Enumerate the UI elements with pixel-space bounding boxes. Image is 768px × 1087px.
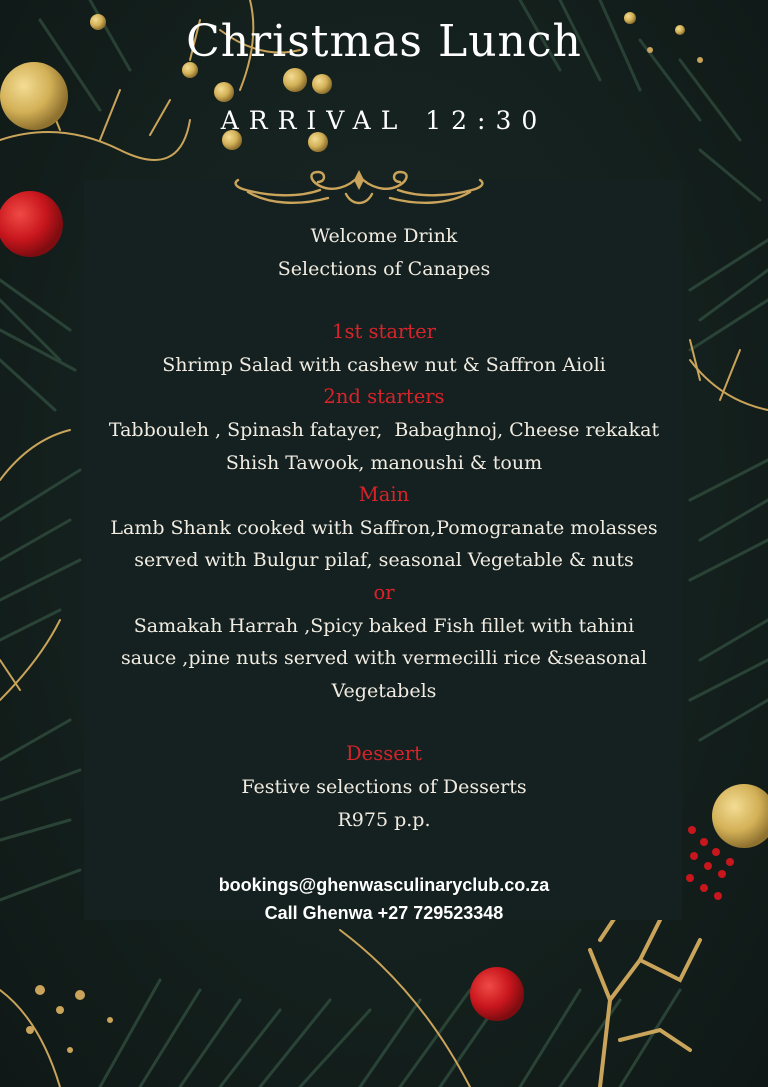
main-option-2-line-3: Vegetabels [331, 679, 437, 702]
main-option-2-line-1: Samakah Harrah ,Spicy baked Fish fillet with tahini [133, 614, 635, 637]
contact-block [0, 871, 768, 927]
main-option-1-line-1: Lamb Shank cooked with Saffron,Pomogranate molasses [110, 516, 658, 539]
menu-content [0, 220, 768, 836]
arrival-time: ARRIVAL 12:30 [220, 106, 548, 135]
or-label: or [373, 580, 395, 604]
price: R975 p.p. [337, 808, 431, 831]
first-starter-heading: 1st starter [332, 320, 436, 344]
gold-flourish-divider [228, 168, 490, 214]
main-option-2-line-2: sauce ,pine nuts served with vermecilli rice &seasonal [121, 647, 647, 670]
page-title: Christmas Lunch [186, 16, 582, 67]
second-starters-line-1: Tabbouleh , Spinash fatayer, Babaghnoj, Cheese rekakat [108, 418, 660, 441]
main-option-1-line-2: served with Bulgur pilaf, seasonal Vegetable & nuts [134, 549, 634, 572]
main-heading: Main [358, 483, 410, 507]
booking-email-link[interactable]: bookings@ghenwasculinaryclub.co.za [218, 875, 550, 895]
second-starters-line-2: Shish Tawook, manoushi & toum [225, 451, 543, 474]
dessert-item: Festive selections of Desserts [241, 775, 527, 798]
first-starter-item: Shrimp Salad with cashew nut & Saffron Aioli [162, 353, 606, 376]
welcome-drink: Welcome Drink [310, 225, 458, 247]
second-starters-heading: 2nd starters [323, 385, 445, 409]
dessert-heading: Dessert [346, 742, 422, 766]
canapes: Selections of Canapes [277, 257, 491, 280]
phone-number[interactable]: Call Ghenwa +27 729523348 [264, 903, 504, 923]
